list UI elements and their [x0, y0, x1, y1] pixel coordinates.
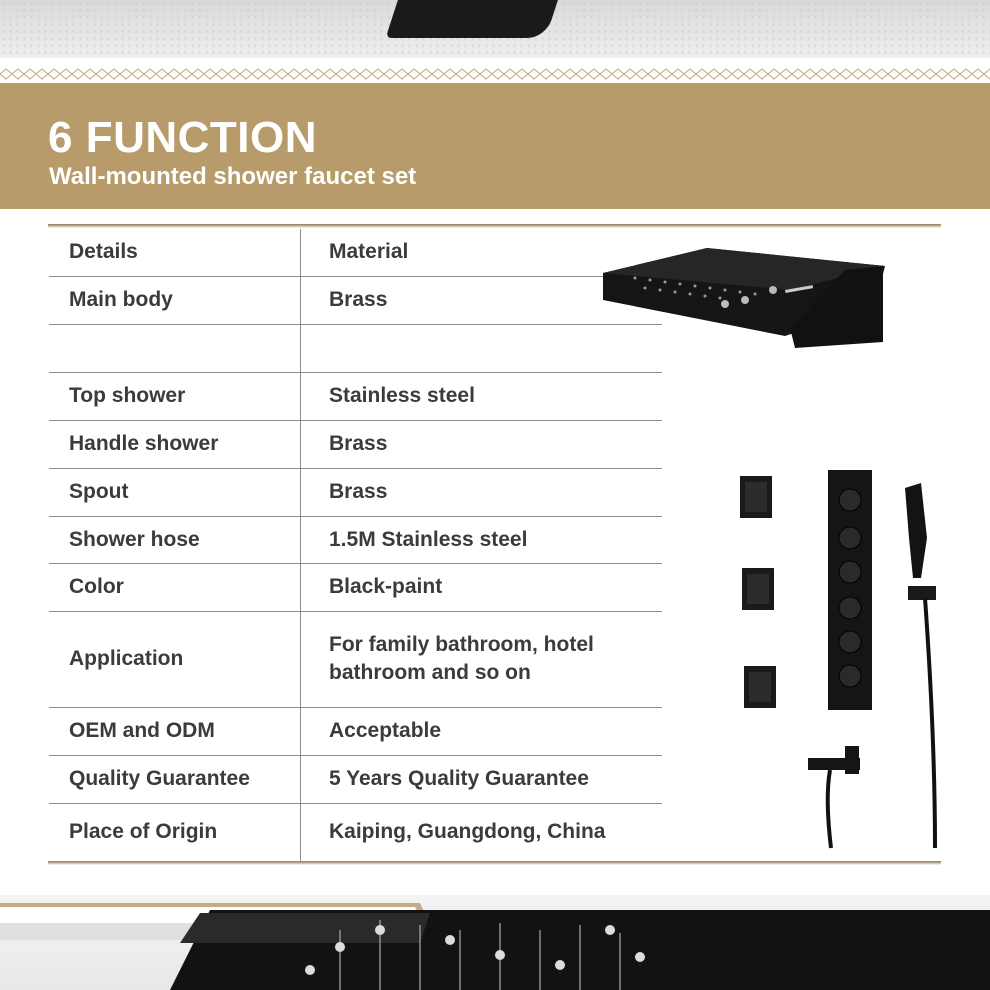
row-value: Brass	[301, 420, 663, 468]
row-label: Shower hose	[49, 516, 301, 563]
table-row	[49, 229, 662, 276]
spec-table	[49, 229, 662, 861]
shower-head-fragment	[386, 0, 565, 38]
row-value-text: For family bathroom, hotel bathroom and so on	[329, 633, 594, 684]
body-jet-2	[742, 568, 774, 610]
row-value: 1.5M Stainless steel	[301, 516, 663, 563]
bottom-product-photo	[0, 895, 990, 990]
waterfall-shower-head	[603, 248, 885, 348]
table-top-rule	[48, 224, 941, 228]
row-label: Application	[49, 611, 301, 707]
table-row	[49, 755, 662, 803]
row-label: Spout	[49, 468, 301, 516]
zigzag-divider	[0, 68, 990, 80]
banner-title: 6 FUNCTION	[48, 113, 317, 162]
row-value: Black-paint	[301, 563, 663, 611]
row-label: Handle shower	[49, 420, 301, 468]
row-value: Acceptable	[301, 707, 663, 755]
title-banner	[0, 83, 990, 209]
row-value: Material	[301, 229, 663, 276]
table-row	[49, 468, 662, 516]
row-label: Place of Origin	[49, 803, 301, 861]
body-jet-3	[744, 666, 776, 708]
row-value: Brass	[301, 468, 663, 516]
table-row	[49, 563, 662, 611]
spout	[808, 746, 860, 848]
valve-panel	[828, 470, 872, 710]
row-value: Brass	[301, 276, 663, 324]
row-label	[49, 324, 301, 372]
table-row	[49, 611, 662, 707]
banner-subtitle: Wall-mounted shower faucet set	[49, 163, 417, 190]
table-row	[49, 276, 662, 324]
row-label: Top shower	[49, 372, 301, 420]
row-value: Stainless steel	[301, 372, 663, 420]
rain-shower-illustration	[0, 895, 990, 990]
row-label: OEM and ODM	[49, 707, 301, 755]
table-row	[49, 324, 662, 372]
table-row	[49, 803, 662, 861]
row-value: 5 Years Quality Guarantee	[301, 755, 663, 803]
table-row	[49, 707, 662, 755]
row-value: Kaiping, Guangdong, China	[329, 820, 606, 844]
product-image	[595, 238, 990, 863]
body-jet-1	[740, 476, 772, 518]
table-row	[49, 372, 662, 420]
row-label: Color	[49, 563, 301, 611]
row-label: Quality Guarantee	[49, 755, 301, 803]
row-label: Main body	[49, 276, 301, 324]
table-row	[49, 516, 662, 563]
table-row	[49, 420, 662, 468]
row-label: Details	[49, 229, 301, 276]
hand-shower	[905, 483, 936, 848]
top-product-photo	[0, 0, 990, 58]
